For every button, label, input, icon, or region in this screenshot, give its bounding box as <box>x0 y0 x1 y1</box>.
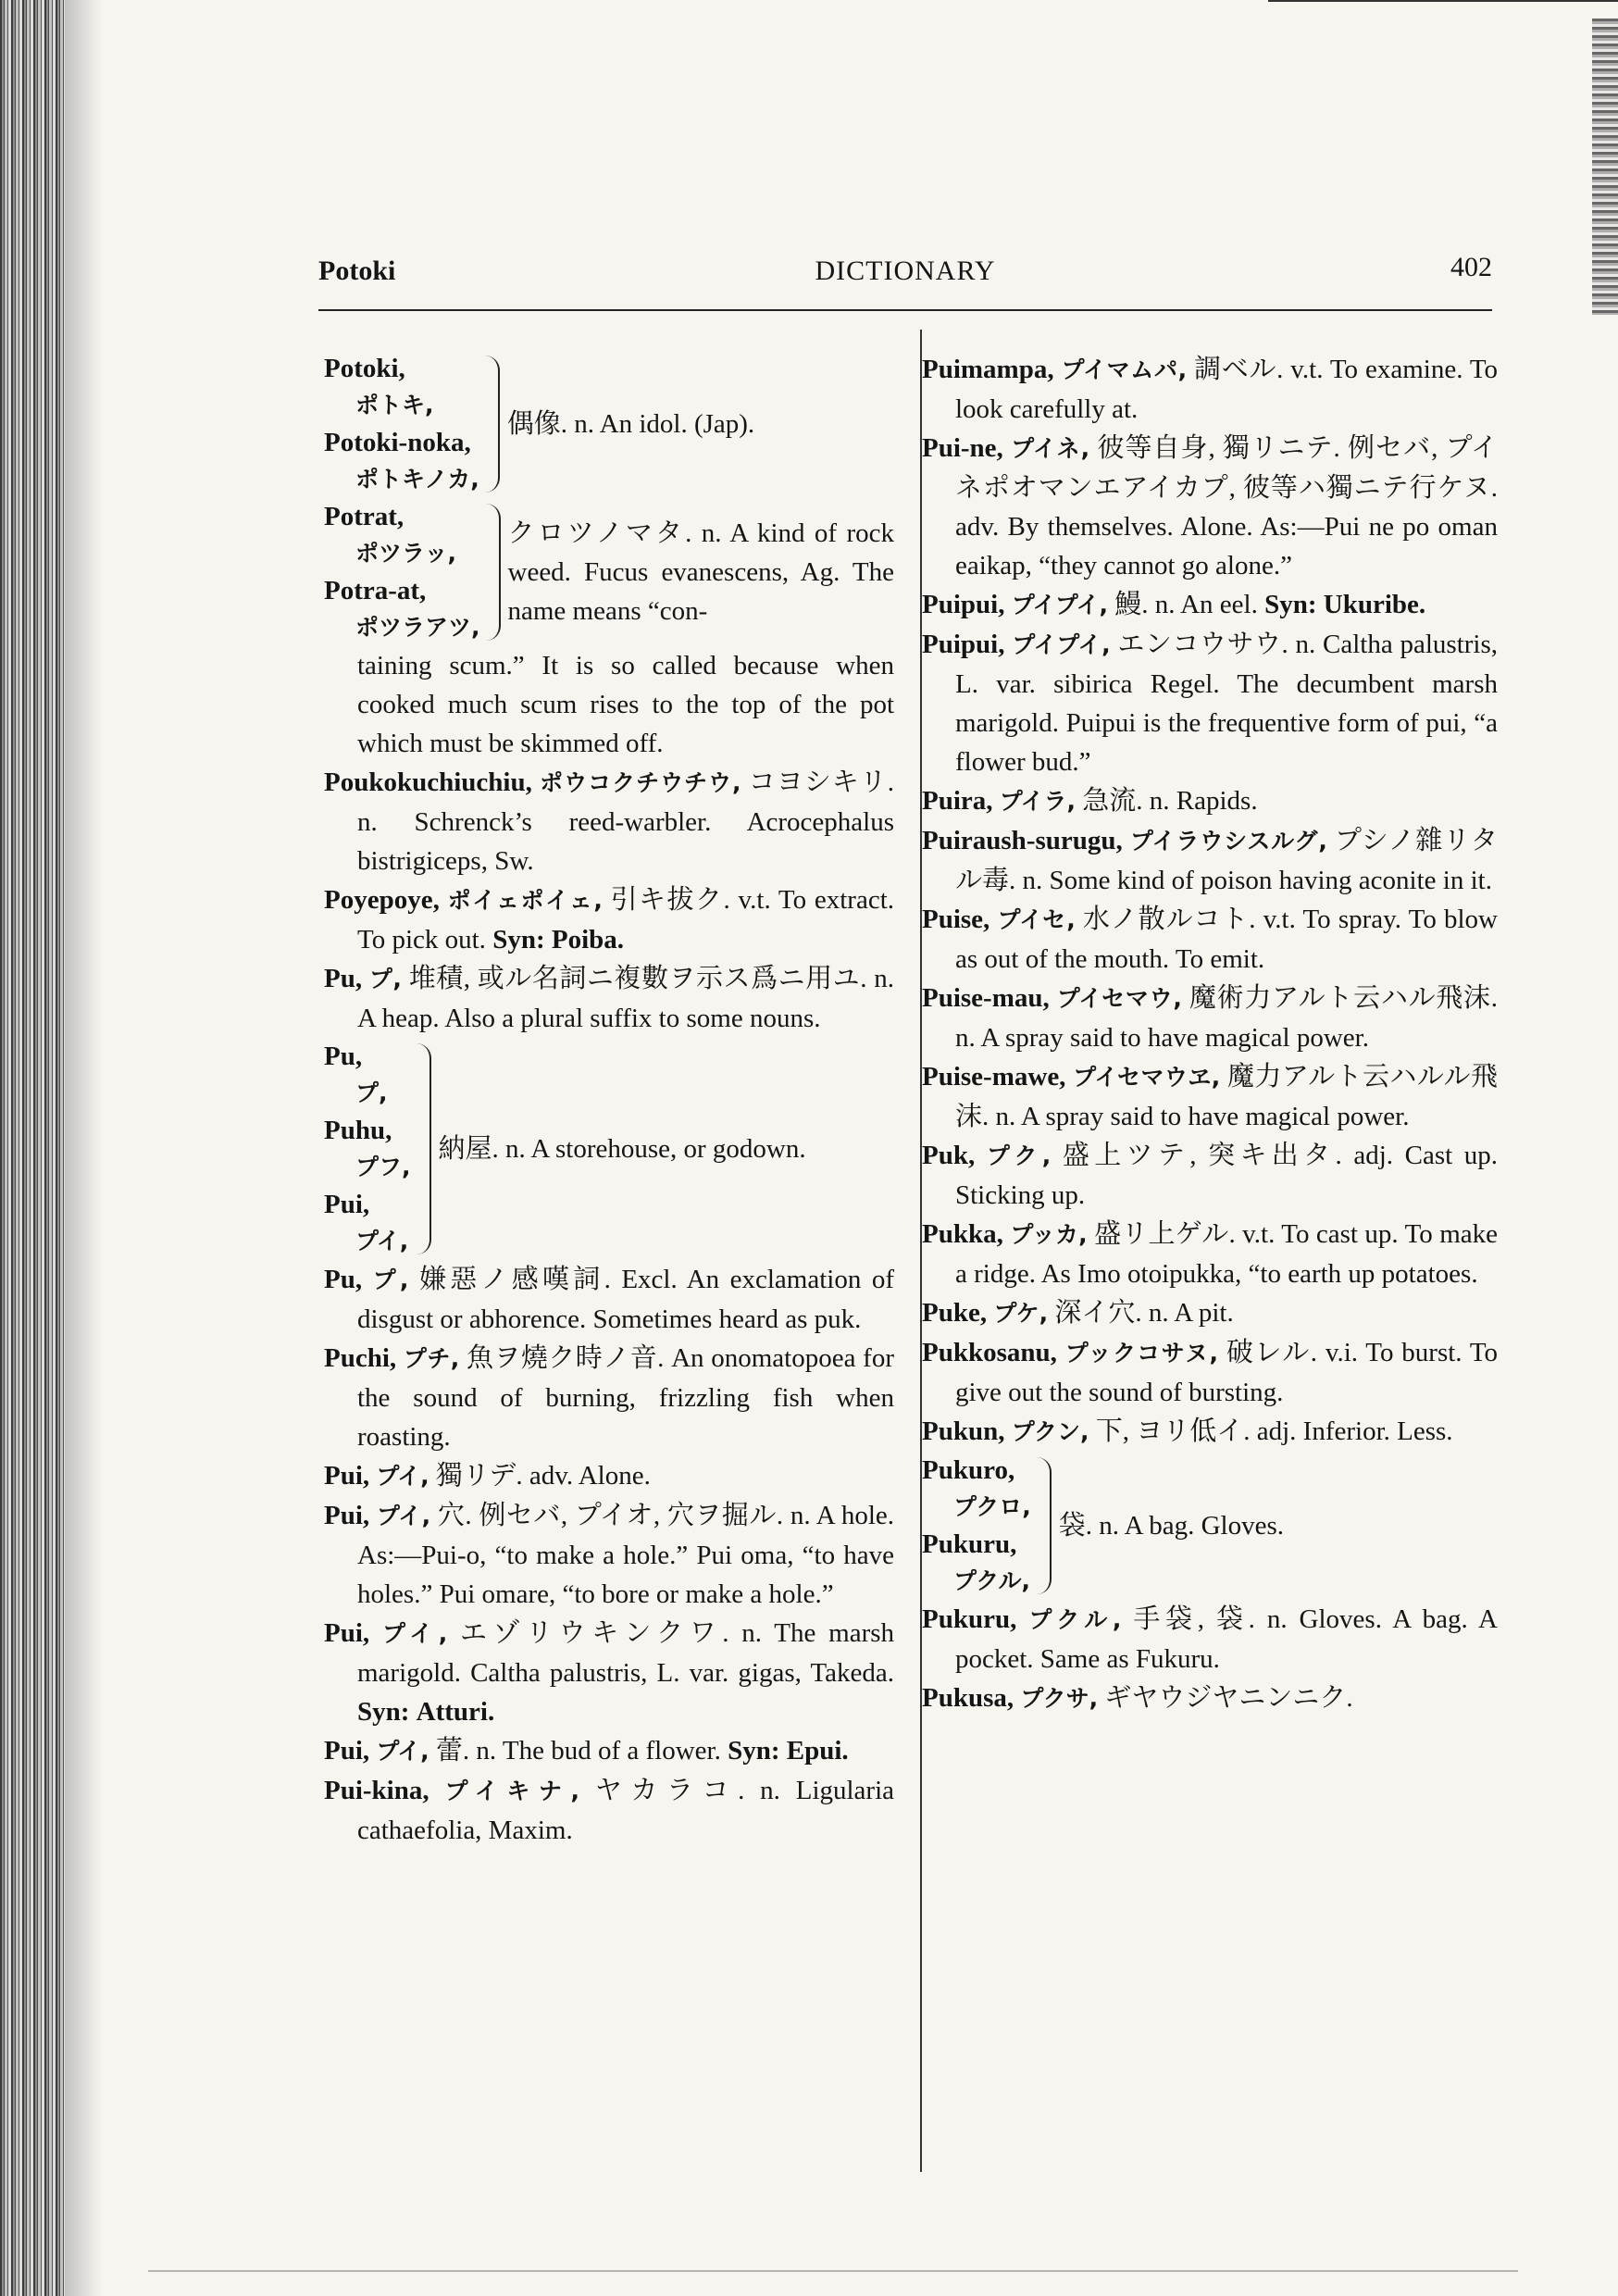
headword-kana: プイ, <box>381 1620 448 1647</box>
headword-kana: プクル, <box>1028 1606 1122 1633</box>
definition: 堆積, 或ル名詞ニ複數ヲ示ス爲ニ用ユ. n. A heap. Also a plural suffix to some nouns. <box>357 964 894 1033</box>
definition: 下, ヨリ低イ. adj. Inferior. Less. <box>1095 1416 1453 1446</box>
definition: 破レル. v.i. To burst. To give out the sound of bursting. <box>955 1338 1499 1407</box>
headword-kana: プイ, <box>376 1738 429 1765</box>
headword: Pui, <box>324 1736 370 1766</box>
dictionary-entry <box>922 781 1498 821</box>
headword: Puchi, <box>324 1343 397 1373</box>
synonym: Atturi. <box>416 1697 495 1727</box>
headword-kana: プクル, <box>953 1567 1030 1594</box>
dictionary-entry <box>922 429 1498 585</box>
headword-kana: プクサ, <box>1020 1685 1099 1712</box>
headword-kana: プ, <box>368 966 402 992</box>
headword-kana: プイ, <box>376 1463 429 1490</box>
scan-line-bottom <box>148 2270 1518 2272</box>
synonym-label: Syn: <box>492 925 545 955</box>
headword-kana: プッカ, <box>1010 1221 1088 1248</box>
headword: Pui, <box>324 1501 370 1530</box>
headword-kana: プイ, <box>355 1228 409 1254</box>
headword: Pukuru, <box>922 1604 1017 1634</box>
headword: Pui, <box>324 1461 370 1491</box>
definition: コヨシキリ. n. Schrenck’s reed-warbler. Acrocephalus bistrigiceps, Sw. <box>357 767 895 876</box>
synonym-label: Syn: <box>357 1697 410 1727</box>
headword: Puise, <box>922 905 990 934</box>
headword: Pukka, <box>922 1219 1003 1249</box>
dictionary-entry <box>922 1057 1498 1136</box>
headword-kana: プイラウシスルグ, <box>1129 828 1327 855</box>
dictionary-entry <box>324 1731 894 1771</box>
dictionary-entry <box>922 1293 1498 1333</box>
headword: Pukuru, <box>922 1529 1017 1559</box>
headword-kana: プクン, <box>1011 1418 1089 1445</box>
headword-kana: プイ, <box>376 1503 431 1529</box>
entry-group-potoki <box>324 350 894 498</box>
definition: エンコウサウ. n. Caltha palustris, L. var. sibirica Regel. The decumbent marsh marigold. Puipui is the frequentive form of pui, “a flower bud.” <box>955 630 1499 777</box>
definition: プシノ雜リタル毒. n. Some kind of poison having aconite in it. <box>955 826 1499 895</box>
entry-group-potrat <box>324 498 894 646</box>
headword-kana: プ, <box>355 1079 388 1106</box>
definition: 鰻. n. An eel. <box>1114 590 1258 619</box>
synonym-label: Syn: <box>728 1736 780 1766</box>
synonym: Epui. <box>786 1736 849 1766</box>
synonym-label: Syn: <box>1264 590 1317 619</box>
headword-kana: プク, <box>986 1142 1052 1169</box>
headword-kana: ポイェポイェ, <box>447 887 603 914</box>
headword-kana: プイプイ, <box>1011 592 1108 618</box>
running-title: DICTIONARY <box>815 256 996 286</box>
definition: 納屋. n. A storehouse, or godown. <box>438 1134 806 1164</box>
dictionary-entry <box>324 763 894 880</box>
headword: Pu, <box>324 1265 363 1294</box>
headword: Potrat, <box>324 502 404 531</box>
dictionary-entry <box>922 1678 1498 1718</box>
headword-kana: プックコサヌ, <box>1064 1340 1219 1366</box>
headword: Potoki-noka, <box>324 428 471 457</box>
dictionary-entry <box>324 1456 894 1496</box>
definition: 魔力アルト云ハルル飛沫. n. A spray said to have magical power. <box>955 1062 1498 1131</box>
brace <box>417 1043 431 1254</box>
headword-kana: ポツラアツ, <box>355 614 480 641</box>
definition: ギヤウジヤニンニク. <box>1104 1683 1353 1713</box>
headword-kana: プケ, <box>993 1300 1049 1327</box>
headword: Puipui, <box>922 590 1005 619</box>
headword: Pu, <box>324 964 363 993</box>
dictionary-entry <box>324 959 894 1038</box>
headword: Pui, <box>324 1618 370 1648</box>
header-rule <box>318 309 1492 311</box>
dictionary-entry <box>922 1136 1498 1215</box>
entry-group-pukuro <box>922 1452 1498 1600</box>
headword: Puimampa, <box>922 355 1054 384</box>
definition-continued: taining scum.” It is so called because when cooked much scum rises to the top of the pot which must be skimmed off. <box>357 651 894 758</box>
dictionary-entry <box>922 821 1498 900</box>
headword-kana: プ, <box>372 1267 409 1293</box>
dictionary-entry <box>922 1412 1498 1452</box>
brace <box>1037 1457 1052 1594</box>
headword: Poyepoye, <box>324 885 440 915</box>
left-column <box>324 350 894 1850</box>
headword-kana: プイセ, <box>997 906 1076 933</box>
headword-kana: ポトキノカ, <box>355 466 479 493</box>
definition: ヤカラコ. n. Ligularia cathaefolia, Maxim. <box>357 1776 895 1845</box>
guide-word: Potoki <box>318 256 396 286</box>
definition: 盛リ上ゲル. v.t. To cast up. To make a ridge. As Imo otoipukka, “to earth up potatoes. <box>955 1219 1499 1289</box>
headword: Pukusa, <box>922 1683 1014 1713</box>
synonym: Poiba. <box>551 925 625 955</box>
headword-kana: プイセマウヱ, <box>1073 1064 1221 1091</box>
definition: 盛上ツテ, 突キ出タ. adj. Cast up. Sticking up. <box>955 1141 1499 1210</box>
headword: Pui-kina, <box>324 1776 429 1805</box>
dictionary-entry <box>922 1333 1498 1412</box>
headword: Pukkosanu, <box>922 1338 1057 1367</box>
definition: 彼等自身, 獨リニテ. 例セバ, プイネポオマンエアイカプ, 彼等ハ獨ニテ行ケヌ. adv. By themselves. Alone. As:—Pui ne po oman eaikap, “they cannot go alone.” <box>955 433 1499 580</box>
headword: Pui, <box>324 1190 370 1219</box>
definition: クロツノマタ. n. A kind of rock weed. Fucus evanescens, Ag. The name means “con- <box>507 518 894 626</box>
definition: 急流. n. Rapids. <box>1082 786 1258 816</box>
definition: 袋. n. A bag. Gloves. <box>1058 1511 1285 1541</box>
headword: Pukun, <box>922 1416 1005 1446</box>
headword-kana: プイプイ, <box>1012 631 1111 658</box>
headword: Pui-ne, <box>922 433 1003 463</box>
scan-shadow-left <box>65 0 102 2296</box>
dictionary-entry <box>922 585 1498 625</box>
definition: エゾリウキンクワ. n. The marsh marigold. Caltha palustris, L. var. gigas, Takeda. <box>357 1618 895 1688</box>
brace <box>486 504 501 641</box>
headword: Potoki, <box>324 354 405 383</box>
definition: 嫌惡ノ感嘆詞. Excl. An exclamation of disgust or abhorence. Sometimes heard as puk. <box>357 1265 895 1334</box>
headword-kana: ポツラッ, <box>355 540 456 567</box>
definition: 偶像. n. An idol. (Jap). <box>506 409 755 439</box>
dictionary-entry <box>922 625 1498 781</box>
dictionary-entry <box>324 1771 894 1850</box>
headword-kana: プイネ, <box>1011 435 1090 462</box>
headword-kana: プイキナ, <box>444 1778 579 1804</box>
headword: Puiraush-surugu, <box>922 826 1123 855</box>
headword: Puipui, <box>922 630 1005 659</box>
definition: 魔術力アルト云ハル飛沫. n. A spray said to have magical power. <box>955 983 1499 1053</box>
headword: Pukuro, <box>922 1455 1015 1485</box>
headword: Puke, <box>922 1298 988 1328</box>
dictionary-entry <box>922 350 1498 429</box>
headword: Pu, <box>324 1042 363 1071</box>
dictionary-entry <box>922 1215 1498 1293</box>
headword-kana: プチ, <box>403 1345 460 1372</box>
page-number: 402 <box>1450 252 1492 282</box>
definition: 引キ拔ク. v.t. To extract. To pick out. <box>357 885 895 955</box>
headword-kana: プクロ, <box>953 1493 1031 1520</box>
dictionary-entry <box>922 1600 1498 1678</box>
headword: Puise-mau, <box>922 983 1050 1013</box>
headword-kana: プフ, <box>355 1154 411 1180</box>
brace <box>485 356 500 493</box>
definition: 蕾. n. The bud of a flower. <box>435 1736 721 1766</box>
headword-kana: ポトキ, <box>355 392 434 418</box>
page-header <box>318 252 1492 302</box>
headword-kana: プイマムパ, <box>1061 356 1188 383</box>
dictionary-entry <box>324 880 894 959</box>
synonym: Ukuribe. <box>1323 590 1426 619</box>
dictionary-entry <box>324 1260 894 1339</box>
headword: Puira, <box>922 786 993 816</box>
definition: 獨リデ. adv. Alone. <box>435 1461 651 1491</box>
right-column <box>922 350 1498 1718</box>
scan-edge-left <box>0 0 65 2296</box>
definition: 魚ヲ燒ク時ノ音. An onomatopoea for the sound of burning, frizzling fish when roasting. <box>357 1343 894 1452</box>
scan-line-top <box>1268 0 1618 2</box>
dictionary-entry <box>324 1614 894 1731</box>
definition: 水ノ散ルコト. v.t. To spray. To blow as out of the mouth. To emit. <box>955 905 1498 974</box>
dictionary-entry <box>324 1496 894 1614</box>
headword-kana: プイラ, <box>999 788 1077 815</box>
headword: Puise-mawe, <box>922 1062 1066 1092</box>
headword-kana: プイセマウ, <box>1056 985 1182 1012</box>
definition: 手袋, 袋. n. Gloves. A bag. A pocket. Same as Fukuru. <box>955 1604 1499 1674</box>
scan-edge-right <box>1592 19 1618 315</box>
dictionary-entry <box>922 979 1498 1057</box>
definition: 調ベル. v.t. To examine. To look carefully at. <box>955 355 1499 424</box>
dictionary-entry <box>922 900 1498 979</box>
definition: 深イ穴. n. A pit. <box>1054 1298 1234 1328</box>
dictionary-entry <box>324 1339 894 1456</box>
entry-group-pu <box>324 1038 894 1260</box>
headword: Puk, <box>922 1141 976 1170</box>
headword: Puhu, <box>324 1116 392 1145</box>
headword-kana: ポウコクチウチウ, <box>540 769 741 796</box>
headword: Poukokuchiuchiu, <box>324 767 532 797</box>
headword: Potra-at, <box>324 576 427 605</box>
definition: 穴. 例セバ, プイオ, 穴ヲ掘ル. n. A hole. As:—Pui-o, “to make a hole.” Pui oma, “to have holes.” Pui omare, “to bore or make a hole.” <box>357 1501 895 1609</box>
